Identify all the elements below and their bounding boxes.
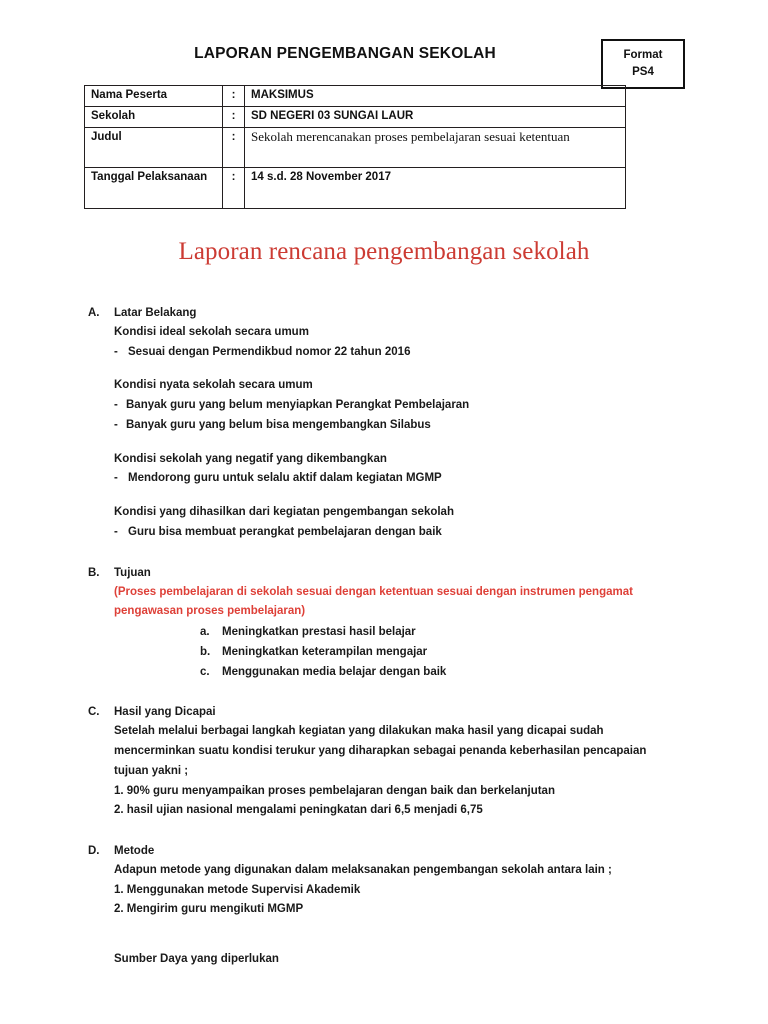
table-row (85, 86, 626, 107)
row-value: 14 s.d. 28 November 2017 (245, 168, 626, 209)
section-d (0, 843, 768, 920)
table-row (85, 107, 626, 128)
format-box-line2: PS4 (632, 66, 654, 78)
format-code-box (601, 39, 685, 89)
section-c-heading (88, 704, 768, 722)
list-item-text: Meningkatkan prestasi hasil belajar (222, 626, 416, 639)
list-item-marker: a. (200, 626, 210, 639)
section-d-title: Metode (114, 845, 155, 858)
dash-bullet-icon: - (114, 399, 118, 412)
list-item-text: Meningkatkan keterampilan mengajar (222, 646, 428, 659)
list-item (200, 622, 768, 642)
section-a-heading (88, 305, 768, 323)
section-b-list (200, 622, 768, 682)
dash-bullet-icon: - (114, 472, 118, 485)
section-a-sub3-item-text: Mendorong guru untuk selalu aktif dalam kegiatan MGMP (128, 472, 442, 485)
dash-bullet-icon: - (114, 525, 118, 538)
section-b (0, 565, 768, 683)
section-a-sub2-item (114, 416, 768, 436)
row-label: Sekolah (85, 107, 223, 128)
section-d-item: 1. Menggunakan metode Supervisi Akademik (114, 883, 361, 896)
dash-bullet-icon: - (114, 418, 118, 431)
list-item-text: Menggunakan media belajar dengan baik (222, 666, 447, 679)
section-c (0, 704, 768, 821)
section-c-marker: C. (88, 706, 100, 719)
dash-bullet-icon: - (114, 345, 118, 358)
section-a-sub2-item (114, 396, 768, 416)
section-a-sub3-item (114, 469, 768, 489)
document-body (0, 305, 768, 970)
section-a-title: Latar Belakang (114, 307, 197, 319)
section-d-paragraph: Adapun metode yang digunakan dalam melaksanakan pengembangan sekolah antara lain ; (114, 863, 612, 876)
section-c-item: 1. 90% guru menyampaikan proses pembelajaran dengan baik dan berkelanjutan (114, 784, 555, 797)
section-d-marker: D. (88, 845, 100, 858)
row-value: Sekolah merencanakan proses pembelajaran sesuai ketentuan (245, 128, 626, 168)
section-b-marker: B. (88, 566, 100, 579)
section-c-title: Hasil yang Dicapai (114, 706, 216, 719)
section-d-item: 2. Mengirim guru mengikuti MGMP (114, 903, 304, 916)
row-separator: : (223, 86, 245, 107)
section-a-sub1-item (114, 343, 768, 363)
section-b-red-note: (Proses pembelajaran di sekolah sesuai dengan ketentuan sesuai dengan instrumen pengamat pengawasan proses pembelajaran) (114, 585, 633, 618)
document-title: LAPORAN PENGEMBANGAN SEKOLAH (194, 45, 496, 62)
section-a-sub4-item-text: Guru bisa membuat perangkat pembelajaran dengan baik (128, 525, 442, 538)
section-a (0, 305, 768, 543)
row-label: Tanggal Pelaksanaan (85, 168, 223, 209)
list-item (200, 642, 768, 662)
section-c-paragraph: Setelah melalui berbagai langkah kegiatan yang dilakukan maka hasil yang dicapai sudah mencerminkan suatu kondisi terukur yang diharapkan sebagai penanda keberhasilan pencapaian tujuan yakni ; (114, 725, 647, 777)
identity-table (84, 85, 626, 209)
section-b-heading (88, 565, 768, 583)
report-headline: Laporan rencana pengembangan sekolah (178, 238, 590, 265)
row-value: SD NEGERI 03 SUNGAI LAUR (245, 107, 626, 128)
section-d-heading (88, 843, 768, 861)
section-a-sub3-title: Kondisi sekolah yang negatif yang dikembangkan (114, 452, 387, 465)
section-b-title: Tujuan (114, 566, 151, 579)
footer-line: Sumber Daya yang diperlukan (114, 953, 279, 966)
section-a-sub2-item-text: Banyak guru yang belum menyiapkan Perangkat Pembelajaran (126, 399, 470, 412)
row-separator: : (223, 168, 245, 209)
section-a-sub4-title: Kondisi yang dihasilkan dari kegiatan pengembangan sekolah (114, 506, 454, 519)
row-separator: : (223, 107, 245, 128)
section-a-sub1-title: Kondisi ideal sekolah secara umum (114, 325, 309, 338)
table-row (85, 168, 626, 209)
row-label: Judul (85, 128, 223, 168)
section-a-sub2-title: Kondisi nyata sekolah secara umum (114, 379, 313, 392)
list-item-marker: c. (200, 666, 210, 679)
format-box-line1: Format (623, 49, 663, 62)
section-a-sub4-item (114, 523, 768, 543)
section-c-item: 2. hasil ujian nasional mengalami peningkatan dari 6,5 menjadi 6,75 (114, 804, 483, 817)
table-row (85, 128, 626, 168)
section-a-sub2-item-text: Banyak guru yang belum bisa mengembangkan Silabus (126, 418, 431, 431)
section-a-marker: A. (88, 307, 100, 319)
row-label: Nama Peserta (85, 86, 223, 107)
list-item (200, 662, 768, 682)
section-a-sub1-item-text: Sesuai dengan Permendikbud nomor 22 tahun 2016 (128, 345, 411, 358)
row-value: MAKSIMUS (245, 86, 626, 107)
row-separator: : (223, 128, 245, 168)
list-item-marker: b. (200, 646, 211, 659)
